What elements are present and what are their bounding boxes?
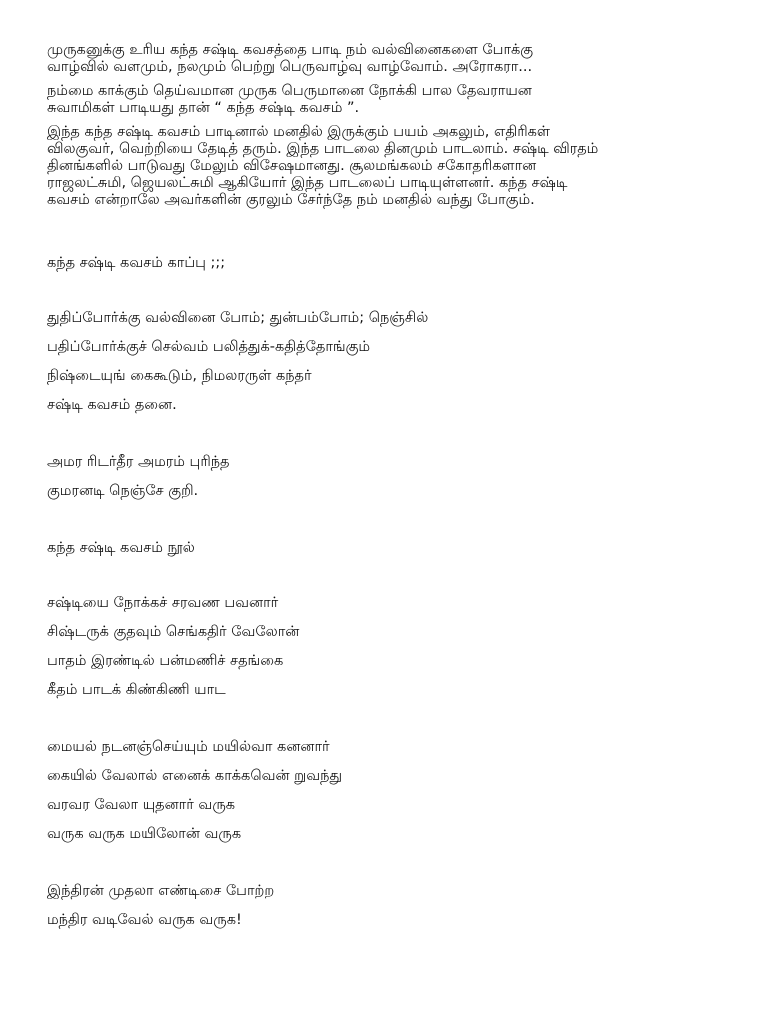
verse-line: மையல் நடனஞ்செய்யும் மயில்வா கனனார் [47,739,330,755]
nool-verse-1 [47,595,727,711]
verse-line: வருக வருக மயிலோன் வருக [47,826,242,842]
verse-line: கையில் வேலால் எனைக் காக்கவென் றுவந்து [47,768,343,784]
text-line: வாழ்வில் வளமும், நலமும் பெற்று பெருவாழ்வு வாழ்வோம். அரோகரா... [47,59,533,75]
intro-paragraph-3 [47,124,727,209]
nool-verse-2 [47,739,727,855]
verse-line: சிஷ்டருக் குதவும் செங்கதிர் வேலோன் [47,624,300,640]
nool-verse-3 [47,883,727,941]
verse-line: பாதம் இரண்டில் பன்மணிச் சதங்கை [47,653,284,669]
intro-paragraph-2 [47,83,727,117]
nool-heading: கந்த சஷ்டி கவசம் நூல் [47,540,195,556]
verse-line: சஷ்டி கவசம் தனை. [47,397,177,413]
verse-line: மந்திர வடிவேல் வருக வருக! [47,912,242,928]
verse-line: குமரனடி நெஞ்சே குறி. [47,483,199,499]
verse-line: கீதம் பாடக் கிண்கிணி யாட [47,682,226,698]
text-line: சுவாமிகள் பாடியது தான் “ கந்த சஷ்டி கவசம் ”. [47,100,360,116]
verse-line: அமர ரிடர்தீர அமரம் புரிந்த [47,454,230,470]
text-line: நம்மை காக்கும் தெய்வமான முருக பெருமானை நோக்கி பால தேவராயன [47,83,532,99]
verse-line: பதிப்போர்க்குச் செல்வம் பலித்துக்-கதித்தோங்கும் [47,339,371,355]
verse-line: சஷ்டியை நோக்கச் சரவண பவனார் [47,595,279,611]
verse-line: துதிப்போர்க்கு வல்வினை போம்; துன்பம்போம்; நெஞ்சில் [47,310,429,326]
verse-line: இந்திரன் முதலா எண்டிசை போற்ற [47,883,275,899]
text-line: இந்த கந்த சஷ்டி கவசம் பாடினால் மனதில் இருக்கும் பயம் அகலும், எதிரிகள் [47,124,550,140]
text-line: கவசம் என்றாலே அவர்களின் குரலும் சேர்ந்தே நம் மனதில் வந்து போகும். [47,192,535,208]
text-line: விலகுவர், வெற்றியை தேடித் தரும். இந்த பாடலை தினமும் பாடலாம். சஷ்டி விரதம் [47,141,599,157]
kaappu-verse-1 [47,310,727,426]
text-line: தினங்களில் பாடுவது மேலும் விசேஷமானது. சூலமங்கலம் சகோதரிகளான [47,158,537,174]
verse-line: நிஷ்டையுங் கைகூடும், நிமலரருள் கந்தர் [47,368,312,384]
verse-line: வரவர வேலா யுதனார் வருக [47,797,236,813]
intro-section [47,42,727,209]
text-line: முருகனுக்கு உரிய கந்த சஷ்டி கவசத்தை பாடி நம் வல்வினைகளை போக்கு [47,42,534,58]
document-page [47,42,727,941]
text-line: ராஜலட்சுமி, ஜெயலட்சுமி ஆகியோர் இந்த பாடலைப் பாடியுள்ளனர். கந்த சஷ்டி [47,175,568,191]
kaappu-heading: கந்த சஷ்டி கவசம் காப்பு ;;; [47,255,226,271]
intro-paragraph-1 [47,42,727,76]
kaappu-verse-2 [47,454,727,512]
